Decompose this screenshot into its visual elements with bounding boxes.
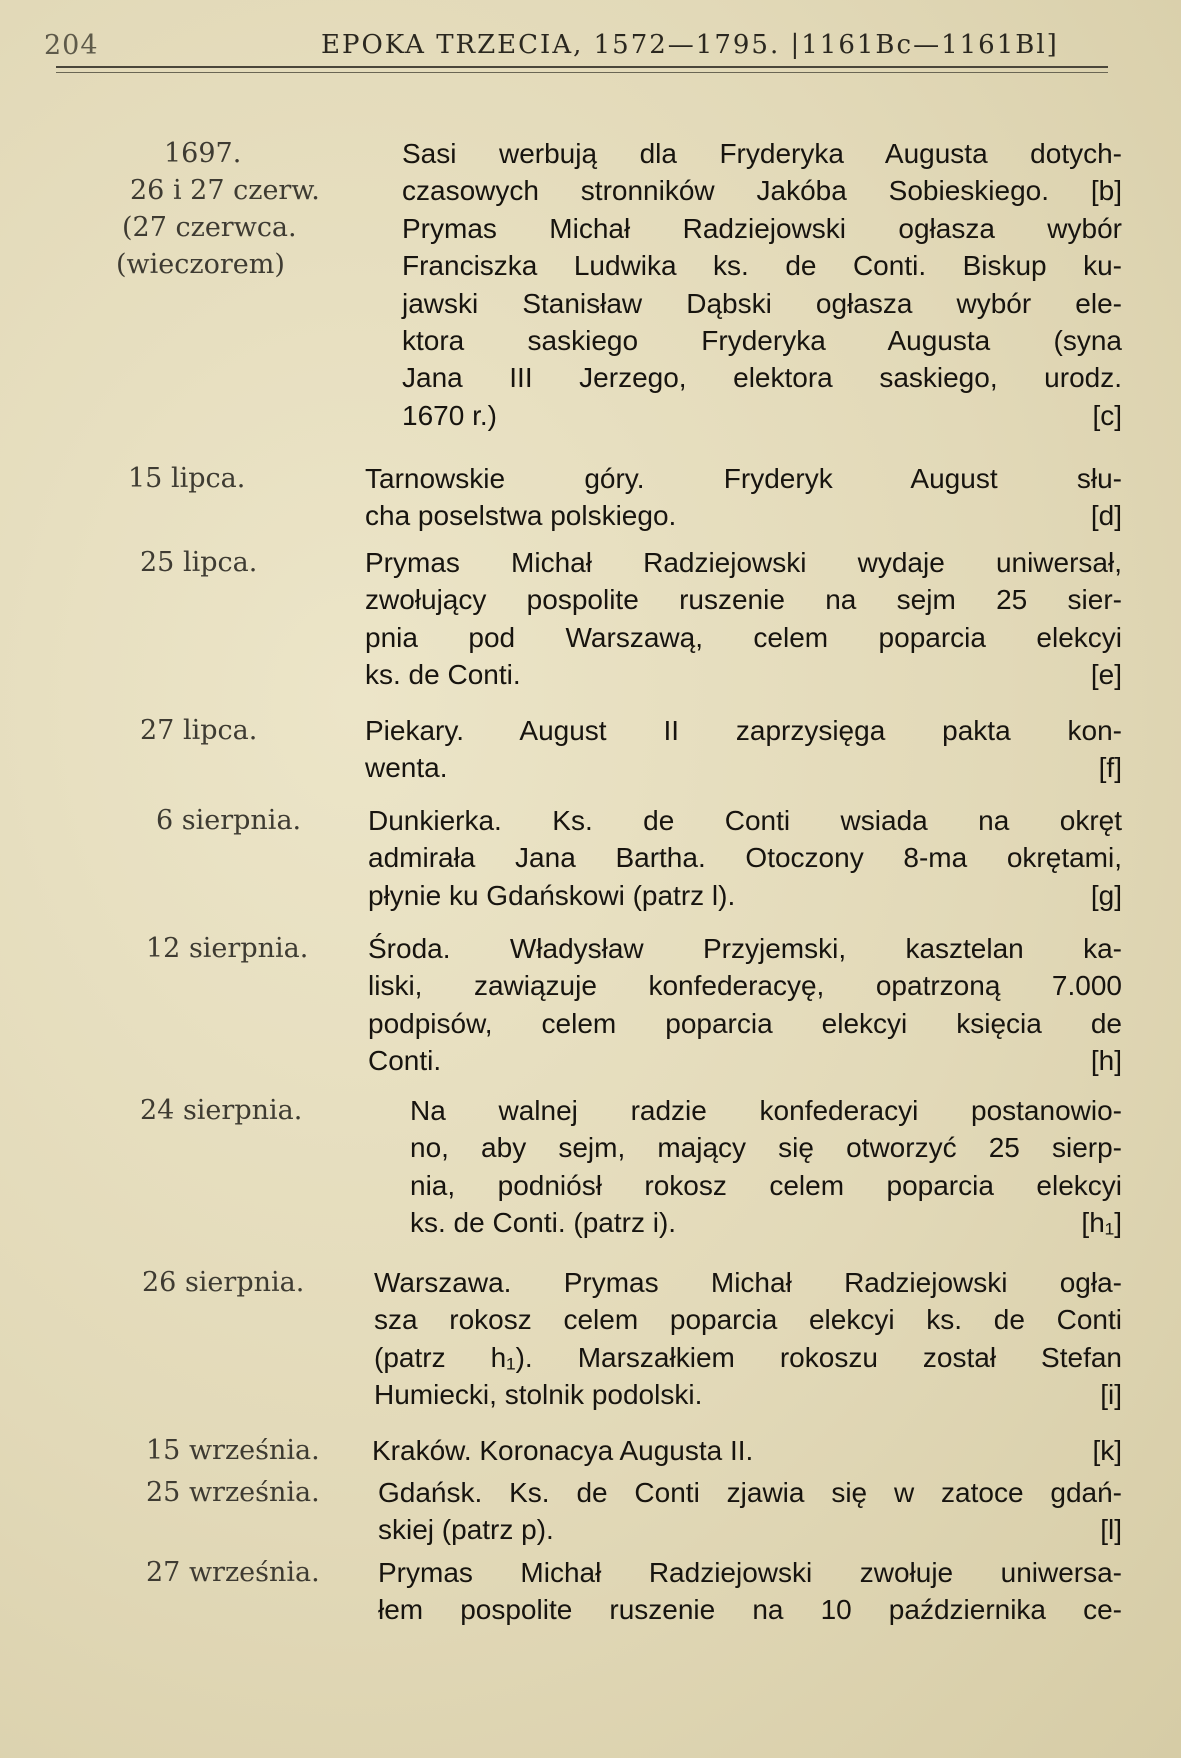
entry-date: 27 września. [146, 1557, 320, 1588]
entry-tag: [h₁] [1081, 1207, 1122, 1239]
text-line: ktora saskiego Fryderyka Augusta (syna [402, 324, 1122, 356]
text-line: admirała Jana Bartha. Otoczony 8-ma okrętami, [368, 842, 1122, 874]
entry-date: 26 sierpnia. [142, 1267, 305, 1298]
text-line: podpisów, celem poparcia elekcyi księcia de [368, 1007, 1122, 1039]
text-line: płynie ku Gdańskowi (patrz l). [368, 879, 736, 911]
text-line: pnia pod Warszawą, celem poparcia elekcyi [365, 621, 1122, 653]
text-line: no, aby sejm, mający się otworzyć 25 sierp- [410, 1132, 1122, 1164]
text-line: Piekary. August II zaprzysięga pakta kon- [365, 715, 1122, 746]
text-line: Gdańsk. Ks. de Conti zjawia się w zatoce gdań- [378, 1477, 1122, 1508]
text-line: Prymas Michał Radziejowski zwołuje uniwersa- [378, 1557, 1122, 1588]
text-line: Dunkierka. Ks. de Conti wsiada na okręt [368, 805, 1122, 836]
text-line: skiej (patrz p). [378, 1514, 554, 1546]
running-title: EPOKA TRZECIA, 1572—1795. |1161Bc—1161Bl] [321, 30, 1059, 60]
text-line: Kraków. Koronacya Augusta II. [372, 1435, 754, 1466]
text-line: Sasi werbują dla Fryderyka Augusta dotych- [402, 138, 1122, 169]
text-line: Franciszka Ludwika ks. de Conti. Biskup ku- [402, 250, 1122, 282]
entry-date: 27 lipca. [140, 715, 258, 746]
entry-text [378, 1474, 1122, 1549]
header-rule [56, 66, 1108, 68]
entry-text [402, 135, 1122, 434]
text-line: zwołujący pospolite ruszenie na sejm 25 sier- [365, 584, 1122, 616]
entry-date: 26 i 27 czerw. [130, 175, 320, 206]
entry-date: 15 września. [146, 1435, 320, 1466]
text-line: Conti. [368, 1045, 442, 1077]
text-line: czasowych stronników Jakóba Sobieskiego. [b] [402, 175, 1122, 207]
text-line: Warszawa. Prymas Michał Radziejowski ogła- [374, 1267, 1122, 1298]
entry-date: 6 sierpnia. [156, 805, 302, 836]
entry-tag: [k] [1092, 1435, 1122, 1466]
text-line: (patrz h₁). Marszałkiem rokoszu został Stefan [374, 1341, 1122, 1373]
entry-tag: [f] [1098, 752, 1122, 784]
entry-date: 24 sierpnia. [140, 1095, 303, 1126]
entry-date: 25 września. [146, 1477, 320, 1508]
entry-date: (wieczorem) [116, 249, 285, 280]
entry-text [368, 930, 1122, 1080]
entry-text [365, 544, 1122, 694]
entry-text [410, 1092, 1122, 1242]
text-line: nia, podniósł rokosz celem poparcia elekcyi [410, 1169, 1122, 1201]
page-header [44, 26, 1124, 66]
entry-date: 1697. [164, 138, 242, 169]
entry-text [365, 712, 1122, 787]
entry-tag: [l] [1100, 1514, 1122, 1546]
entry-tag: [i] [1100, 1379, 1122, 1411]
entry-text [368, 802, 1122, 914]
entry-date: 15 lipca. [128, 463, 246, 494]
entry-date: 25 lipca. [140, 547, 258, 578]
text-line: Środa. Władysław Przyjemski, kasztelan ka- [368, 933, 1122, 964]
text-line: 1670 r.) [402, 399, 497, 431]
header-rule-thin [56, 72, 1108, 73]
entry-text [374, 1264, 1122, 1414]
entry-text [365, 460, 1122, 535]
text-line: jawski Stanisław Dąbski ogłasza wybór ele- [402, 287, 1122, 319]
text-line: Na walnej radzie konfederacyi postanowio- [410, 1095, 1122, 1126]
text-line: Prymas Michał Radziejowski wydaje uniwersał, [365, 547, 1122, 578]
entry-date: (27 czerwca. [122, 212, 297, 243]
entry-tag: [g] [1090, 879, 1122, 911]
text-line: Prymas Michał Radziejowski ogłasza wybór [402, 212, 1122, 244]
text-line: łem pospolite ruszenie na 10 października ce- [378, 1594, 1122, 1626]
text-line: Tarnowskie góry. Fryderyk August słu- [365, 463, 1122, 494]
entry-text [372, 1432, 1122, 1469]
text-line: cha poselstwa polskiego. [365, 500, 677, 532]
entry-tag: [h] [1090, 1045, 1122, 1077]
text-line: wenta. [365, 752, 448, 784]
entry-tag: [c] [1092, 399, 1122, 431]
text-line: ks. de Conti. (patrz i). [410, 1207, 677, 1239]
entry-text [378, 1554, 1122, 1629]
text-line: sza rokosz celem poparcia elekcyi ks. de Conti [374, 1304, 1122, 1336]
text-line: Humiecki, stolnik podolski. [374, 1379, 703, 1411]
text-line: Jana III Jerzego, elektora saskiego, urodz. [402, 362, 1122, 394]
entry-tag: [e] [1090, 659, 1122, 691]
text-line: ks. de Conti. [365, 659, 521, 691]
entry-date: 12 sierpnia. [146, 933, 309, 964]
page-number: 204 [44, 30, 99, 61]
text-line: liski, zawiązuje konfederacyę, opatrzoną 7.000 [368, 970, 1122, 1002]
entry-tag: [d] [1090, 500, 1122, 532]
